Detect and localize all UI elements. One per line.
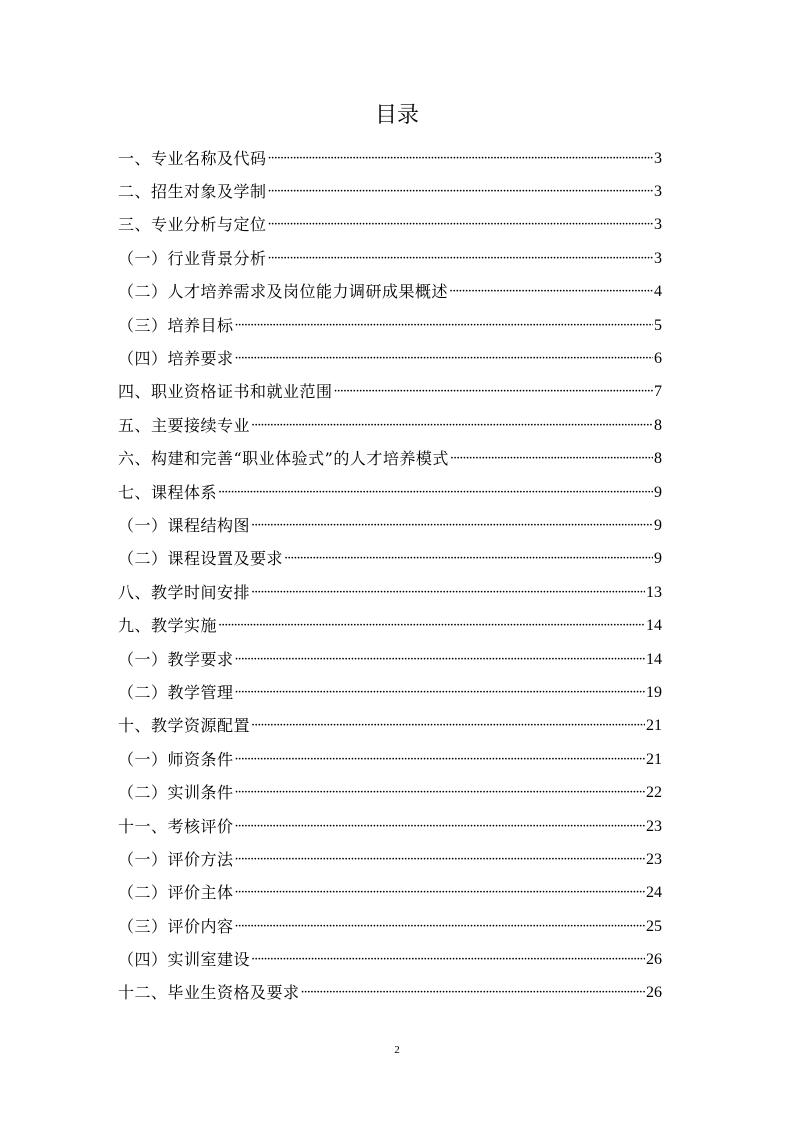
toc-entry-label: 一、专业名称及代码 xyxy=(118,148,267,168)
toc-entry-label: 十一、考核评价 xyxy=(118,816,234,836)
toc-entry-label: （一）教学要求 xyxy=(118,649,234,669)
toc-entry[interactable] xyxy=(118,576,662,609)
toc-dot-leader xyxy=(449,282,653,302)
toc-entry-label: （一）行业背景分析 xyxy=(118,248,267,268)
toc-entry[interactable] xyxy=(118,476,662,509)
toc-entry-page: 21 xyxy=(646,750,662,768)
toc-entry-page: 3 xyxy=(654,149,662,167)
toc-entry[interactable] xyxy=(118,543,662,576)
toc-entry-page: 26 xyxy=(646,984,662,1002)
toc-entry-page: 8 xyxy=(654,450,662,468)
toc-entry[interactable] xyxy=(118,843,662,876)
toc-dot-leader xyxy=(284,549,653,569)
toc-entry[interactable] xyxy=(118,142,662,175)
toc-entry-page: 19 xyxy=(646,683,662,701)
toc-entry[interactable] xyxy=(118,810,662,843)
toc-entry-label: （一）课程结构图 xyxy=(118,515,251,535)
toc-entry-label: 八、教学时间安排 xyxy=(118,582,251,602)
toc-dot-leader xyxy=(235,883,645,903)
toc-entry-label: 十、教学资源配置 xyxy=(118,716,251,736)
toc-entry-page: 3 xyxy=(654,249,662,267)
toc-entry-label: （三）培养目标 xyxy=(118,315,234,335)
toc-entry-page: 23 xyxy=(646,850,662,868)
toc-dot-leader xyxy=(235,850,645,870)
toc-dot-leader xyxy=(268,182,653,202)
toc-entry-page: 9 xyxy=(654,550,662,568)
toc-entry-page: 26 xyxy=(646,951,662,969)
toc-dot-leader xyxy=(334,382,653,402)
toc-dot-leader xyxy=(251,950,645,970)
toc-dot-leader xyxy=(251,583,645,603)
toc-dot-leader xyxy=(301,983,645,1003)
toc-entry-label: （二）评价主体 xyxy=(118,883,234,903)
toc-entry-page: 3 xyxy=(654,216,662,234)
toc-dot-leader xyxy=(235,349,653,369)
toc-entry-label: （一）师资条件 xyxy=(118,749,234,769)
toc-dot-leader xyxy=(235,683,645,703)
toc-entry-label: 三、专业分析与定位 xyxy=(118,215,267,235)
toc-entry-page: 7 xyxy=(654,383,662,401)
toc-entry[interactable] xyxy=(118,877,662,910)
toc-entry-label: 六、构建和完善“职业体验式”的人才培养模式 xyxy=(118,449,449,469)
toc-entry[interactable] xyxy=(118,676,662,709)
toc-entry-page: 9 xyxy=(654,516,662,534)
page-title: 目录 xyxy=(374,103,419,128)
toc-dot-leader xyxy=(235,783,645,803)
toc-dot-leader xyxy=(268,215,653,235)
toc-entry[interactable] xyxy=(118,209,662,242)
toc-entry[interactable] xyxy=(118,309,662,342)
toc-entry-label: （一）评价方法 xyxy=(118,849,234,869)
toc-entry-label: （二）教学管理 xyxy=(118,682,234,702)
toc-dot-leader xyxy=(235,650,645,670)
toc-entry-page: 5 xyxy=(654,316,662,334)
toc-entry[interactable] xyxy=(118,376,662,409)
toc-dot-leader xyxy=(235,316,653,336)
toc-entry-page: 3 xyxy=(654,183,662,201)
toc-entry[interactable] xyxy=(118,609,662,642)
toc-entry[interactable] xyxy=(118,409,662,442)
toc-dot-leader xyxy=(268,149,653,169)
toc-entry-page: 23 xyxy=(646,817,662,835)
toc-entry-label: 二、招生对象及学制 xyxy=(118,182,267,202)
toc-entry-page: 9 xyxy=(654,483,662,501)
toc-entry[interactable] xyxy=(118,943,662,976)
toc-dot-leader xyxy=(218,616,645,636)
toc-dot-leader xyxy=(251,516,653,536)
toc-entry[interactable] xyxy=(118,443,662,476)
toc-dot-leader xyxy=(268,249,653,269)
toc-entry[interactable] xyxy=(118,710,662,743)
table-of-contents xyxy=(118,142,662,1010)
toc-dot-leader xyxy=(218,483,653,503)
toc-entry[interactable] xyxy=(118,776,662,809)
toc-entry-page: 14 xyxy=(646,617,662,635)
toc-entry-label: （二）课程设置及要求 xyxy=(118,549,284,569)
toc-entry-label: （四）培养要求 xyxy=(118,349,234,369)
toc-entry-label: （三）评价内容 xyxy=(118,916,234,936)
toc-entry-page: 24 xyxy=(646,884,662,902)
toc-dot-leader xyxy=(235,917,645,937)
toc-entry-page: 13 xyxy=(646,583,662,601)
toc-entry[interactable] xyxy=(118,977,662,1010)
toc-entry[interactable] xyxy=(118,342,662,375)
toc-dot-leader xyxy=(450,449,653,469)
toc-dot-leader xyxy=(251,416,653,436)
toc-dot-leader xyxy=(251,716,645,736)
toc-entry[interactable] xyxy=(118,910,662,943)
toc-entry[interactable] xyxy=(118,276,662,309)
toc-entry-page: 21 xyxy=(646,717,662,735)
toc-entry[interactable] xyxy=(118,242,662,275)
toc-entry-page: 6 xyxy=(654,350,662,368)
toc-entry[interactable] xyxy=(118,175,662,208)
toc-entry-label: 九、教学实施 xyxy=(118,616,218,636)
toc-entry-label: （二）实训条件 xyxy=(118,783,234,803)
toc-entry-page: 25 xyxy=(646,917,662,935)
toc-entry-label: 五、主要接续专业 xyxy=(118,415,251,435)
page-number: 2 xyxy=(394,1044,400,1056)
toc-dot-leader xyxy=(235,750,645,770)
toc-entry[interactable] xyxy=(118,643,662,676)
toc-entry-label: （二）人才培养需求及岗位能力调研成果概述 xyxy=(118,282,449,302)
toc-entry-label: 四、职业资格证书和就业范围 xyxy=(118,382,333,402)
toc-entry-page: 14 xyxy=(646,650,662,668)
toc-entry-label: （四）实训室建设 xyxy=(118,950,251,970)
toc-entry[interactable] xyxy=(118,743,662,776)
toc-entry-page: 8 xyxy=(654,416,662,434)
toc-entry-page: 22 xyxy=(646,784,662,802)
toc-entry-label: 七、课程体系 xyxy=(118,482,218,502)
toc-entry-page: 4 xyxy=(654,283,662,301)
toc-entry[interactable] xyxy=(118,509,662,542)
toc-entry-label: 十二、毕业生资格及要求 xyxy=(118,983,300,1003)
toc-dot-leader xyxy=(235,817,645,837)
